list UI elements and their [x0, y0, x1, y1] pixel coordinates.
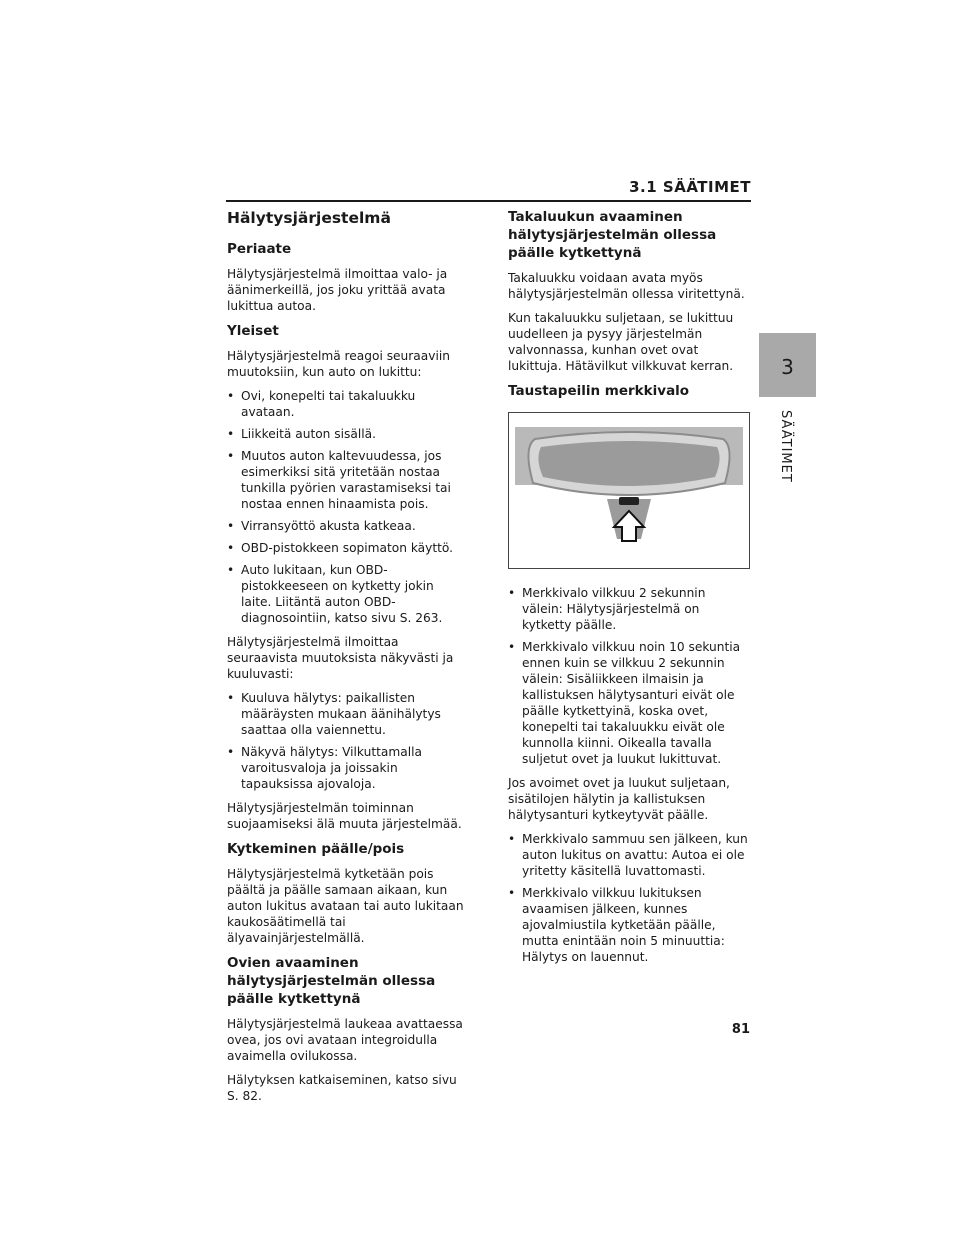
heading-kytkeminen: Kytkeminen päälle/pois: [227, 841, 405, 857]
list-item: • Liikkeitä auton sisällä.: [227, 426, 467, 442]
paragraph: Takaluukku voidaan avata myös hälytysjärjestelmän ollessa viritettynä.: [508, 271, 745, 301]
right-column: [508, 208, 748, 973]
page-title: Hälytysjärjestelmä: [227, 209, 391, 227]
list-item: • Näkyvä hälytys: Vilkuttamalla varoitusvaloja ja joissakin tapauksissa ajovaloja.: [227, 744, 467, 792]
header-rule: [226, 200, 751, 202]
paragraph: Hälytysjärjestelmän toiminnan suojaamiseksi älä muuta järjestelmää.: [227, 801, 462, 831]
list-item: • Virransyöttö akusta katkeaa.: [227, 518, 467, 534]
list-item: • Merkkivalo vilkkuu lukituksen avaamisen jälkeen, kunnes ajovalmiustila kytketään päälle, mutta enintään noin 5 minuuttia: Hälytys on lauennut.: [508, 885, 748, 965]
paragraph: Jos avoimet ovet ja luukut suljetaan, sisätilojen hälytin ja kallistuksen hälytysanturi kytkeytyvät päälle.: [508, 776, 730, 822]
heading-periaate: Periaate: [227, 241, 292, 257]
bullet-list: [227, 690, 467, 792]
list-item: • OBD-pistokkeen sopimaton käyttö.: [227, 540, 467, 556]
chapter-number: 3: [781, 355, 794, 379]
heading-yleiset: Yleiset: [227, 323, 279, 339]
list-item: • Kuuluva hälytys: paikallisten määräysten mukaan äänihälytys saattaa olla vaiennettu.: [227, 690, 467, 738]
left-column: [227, 208, 467, 1112]
page-number: 81: [731, 1022, 750, 1037]
bullet-list: [508, 585, 748, 767]
paragraph: Hälytyksen katkaiseminen, katso sivu S. 82.: [227, 1073, 457, 1103]
heading-takaluukun-avaaminen: Takaluukun avaaminen hälytysjärjestelmän ollessa päälle kytkettynä: [508, 209, 717, 261]
rearview-mirror-icon: [509, 413, 749, 568]
mirror-illustration: [508, 412, 750, 569]
chapter-label: SÄÄTIMET: [778, 410, 793, 483]
paragraph: Hälytysjärjestelmä laukeaa avattaessa ovea, jos ovi avataan integroidulla avaimella ovilukossa.: [227, 1017, 463, 1063]
list-item: • Merkkivalo vilkkuu 2 sekunnin välein: Hälytysjärjestelmä on kytketty päälle.: [508, 585, 748, 633]
paragraph: Hälytysjärjestelmä kytketään pois päältä ja päälle samaan aikaan, kun auton lukitus avataan tai auto lukitaan kaukosäätimellä tai älyavainjärjestelmällä.: [227, 867, 464, 945]
heading-taustapeilin-merkkivalo: Taustapeilin merkkivalo: [508, 383, 690, 399]
list-item: • Muutos auton kaltevuudessa, jos esimerkiksi sitä yritetään nostaa tunkilla pyörien varastamiseksi tai nostaa ennen hinaamista pois.: [227, 448, 467, 512]
list-item: • Merkkivalo vilkkuu noin 10 sekuntia ennen kuin se vilkkuu 2 sekunnin välein: Sisäliikkeen ilmaisin ja kallistuksen hälytysanturi eivät ole päälle kytkettyinä, koska ovet, konepelti tai takaluukku eivät ole kunnolla kiinni. Oikealla tavalla suljetut ovet ja luukut lukittuvat.: [508, 639, 748, 767]
list-item: • Ovi, konepelti tai takaluukku avataan.: [227, 388, 467, 420]
paragraph: Hälytysjärjestelmä reagoi seuraaviin muutoksiin, kun auto on lukittu:: [227, 349, 450, 379]
paragraph: Kun takaluukku suljetaan, se lukittuu uudelleen ja pysyy järjestelmän valvonnassa, kunhan ovet ovat lukittuja. Hätävilkut vilkkuvat kerran.: [508, 311, 734, 373]
chapter-tab: [759, 333, 816, 397]
paragraph: Hälytysjärjestelmä ilmoittaa seuraavista muutoksista näkyvästi ja kuuluvasti:: [227, 635, 454, 681]
section-title: 3.1 SÄÄTIMET: [629, 178, 751, 196]
list-item: • Merkkivalo sammuu sen jälkeen, kun auton lukitus on avattu: Autoa ei ole yritetty käsitellä luvattomasti.: [508, 831, 748, 879]
list-item: • Auto lukitaan, kun OBD-pistokkeeseen on kytketty jokin laite. Liitäntä auton OBD-diagnosointiin, katso sivu S. 263.: [227, 562, 467, 626]
bullet-list: [508, 831, 748, 965]
bullet-list: [227, 388, 467, 626]
heading-ovien-avaaminen: Ovien avaaminen hälytysjärjestelmän ollessa päälle kytkettynä: [227, 955, 436, 1007]
paragraph: Hälytysjärjestelmä ilmoittaa valo- ja äänimerkeillä, jos joku yrittää avata lukittua autoa.: [227, 267, 448, 313]
